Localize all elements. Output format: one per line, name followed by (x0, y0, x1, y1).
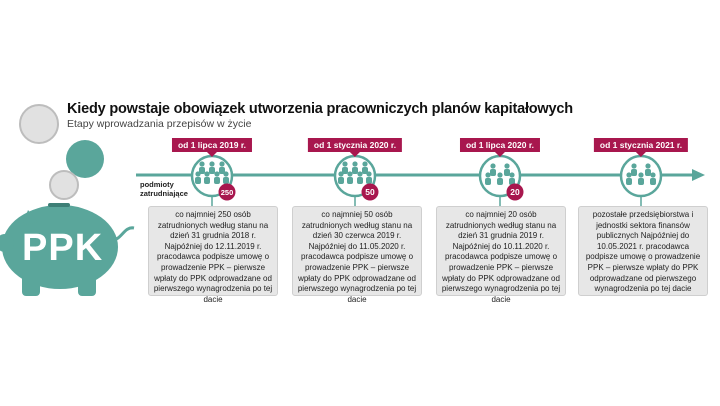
piggy-slot (48, 203, 70, 207)
stage-description-4: pozostałe przedsiębiorstwa i jednostki sektora finansów publicznych Najpóźniej do 10.05.2021 r. pracodawca podpisze umowę o prowadzenie PPK – pierwsze wpłaty do PPK odprowadzane od pierwszego wynagrodzenia po tej dacie (578, 206, 708, 296)
timeline-arrow-icon (692, 169, 705, 181)
stage-date-1: od 1 lipca 2019 r. (172, 138, 252, 152)
page-title: Kiedy powstaje obowiązek utworzenia pracowniczych planów kapitałowych (67, 101, 573, 117)
employee-count-badge-label: 250 (220, 188, 234, 197)
stage-date-4: od 1 stycznia 2021 r. (594, 138, 688, 152)
employee-count-badge-label: 50 (365, 187, 375, 197)
stage-description-3: co najmniej 20 osób zatrudnionych według stanu na dzień 31 grudnia 2019 r. Najpóźniej do 10.11.2020 r. pracodawca podpisze umowę o prowadzenie PPK – pierwsze wpłaty do PPK odprowadzane od pierwszego wynagrodzenia po tej dacie (436, 206, 566, 296)
stage-date-2: od 1 stycznia 2020 r. (308, 138, 402, 152)
stage-date-3: od 1 lipca 2020 r. (460, 138, 540, 152)
stage-description-1: co najmniej 250 osób zatrudnionych według stanu na dzień 31 grudnia 2018 r. Najpóźniej do 12.11.2019 r. pracodawca podpisze umowę o prowadzenie PPK – pierwsze wpłaty do PPK odprowadzane od pierwszego wynagrodzenia po tej dacie (148, 206, 278, 296)
subjects-label-line2: zatrudniające (140, 188, 188, 198)
employee-count-badge-label: 20 (510, 187, 520, 197)
piggy-label: PPK (22, 227, 104, 269)
page-subtitle: Etapy wprowadzania przepisów w życie (67, 118, 252, 130)
subjects-label-line1: podmioty (140, 180, 174, 189)
stage-description-2: co najmniej 50 osób zatrudnionych według stanu na dzień 30 czerwca 2019 r. Najpóźniej do 11.05.2020 r. pracodawca podpisze umowę o prowadzenie PPK – pierwsze wpłaty do PPK odprowadzane od pierwszego wynagrodzenia po tej dacie (292, 206, 422, 296)
subjects-label (140, 181, 188, 198)
